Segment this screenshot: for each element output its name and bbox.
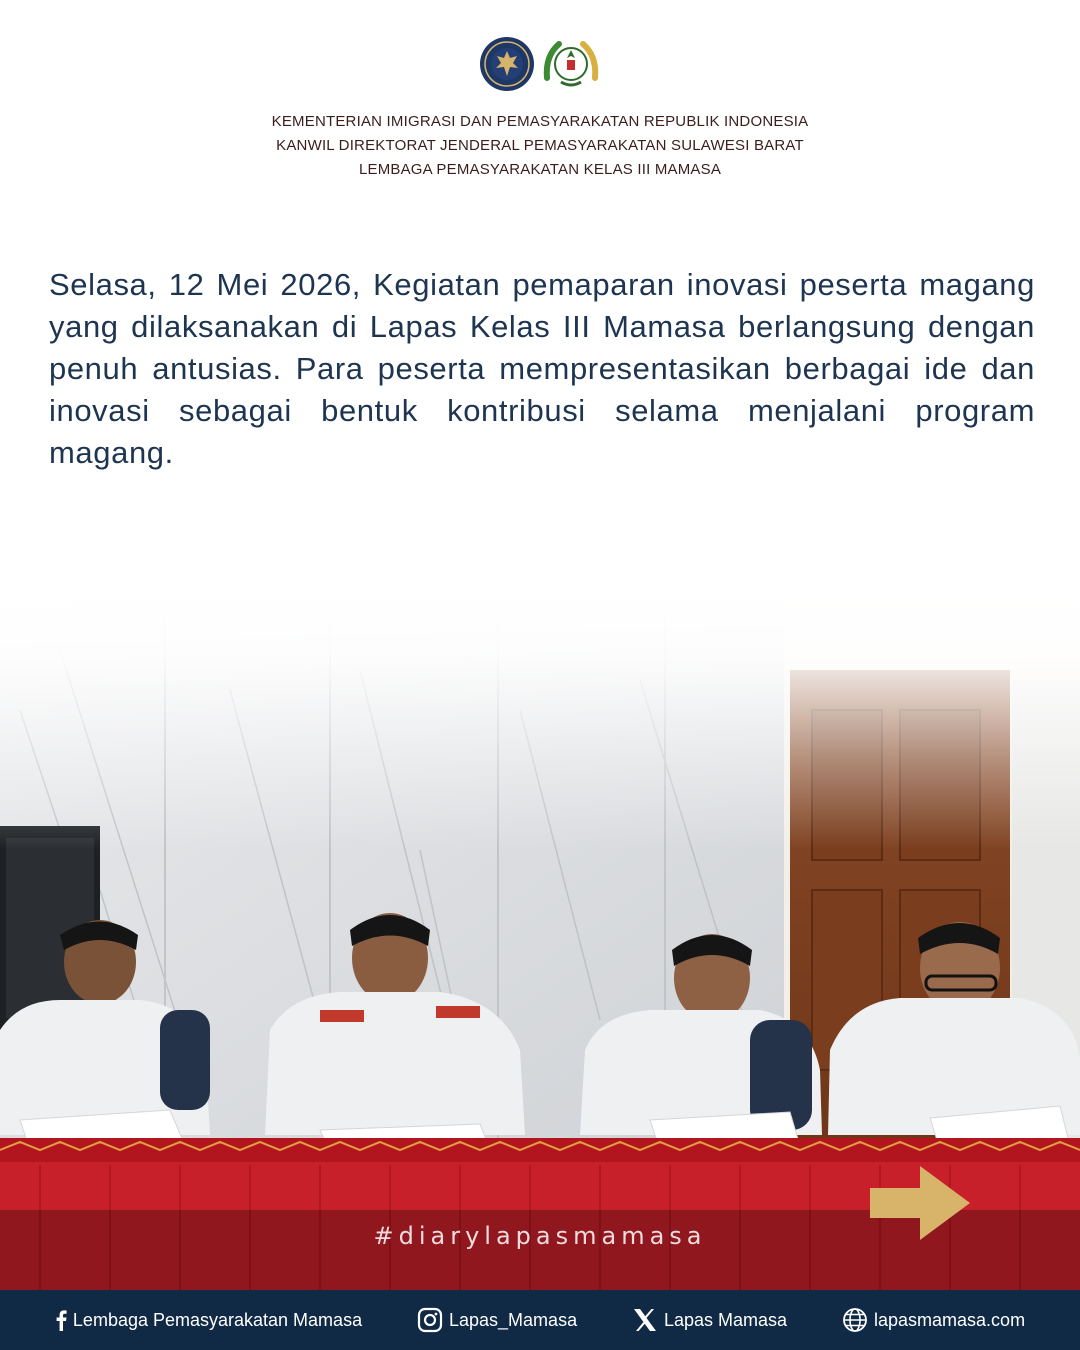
instagram-icon	[417, 1307, 443, 1333]
x-label: Lapas Mamasa	[664, 1309, 788, 1330]
x-logo-icon	[632, 1307, 658, 1333]
organization-header	[0, 110, 1080, 182]
social-footer	[0, 1290, 1080, 1350]
website-label: lapasmamasa.com	[874, 1309, 1026, 1330]
article-text: Selasa, 12 Mei 2026, Kegiatan pemaparan inovasi peserta magang yang dilaksanakan di Lapas Kelas III Mamasa berlangsung dengan penuh antusias. Para peserta mempresentasikan berbagai ide dan inovasi sebagai bentuk kontribusi selama menjalani program magang.	[49, 267, 1035, 470]
facebook-icon	[55, 1309, 67, 1331]
footer-x[interactable]	[632, 1307, 787, 1333]
org-line-ministry: KEMENTERIAN IMIGRASI DAN PEMASYARAKATAN REPUBLIK INDONESIA	[271, 113, 809, 130]
footer-instagram[interactable]	[417, 1307, 577, 1333]
globe-icon	[842, 1307, 868, 1333]
hashtag-label: #diarylapasmamasa	[373, 1222, 707, 1250]
footer-facebook[interactable]	[55, 1309, 362, 1331]
facebook-label: Lembaga Pemasyarakatan Mamasa	[72, 1309, 363, 1330]
org-line-lapas: LEMBAGA PEMASYARAKATAN KELAS III MAMASA	[358, 161, 722, 178]
pemasyarakatan-emblem-icon	[541, 36, 601, 92]
header-logos	[0, 36, 1080, 92]
org-line-kanwil: KANWIL DIREKTORAT JENDERAL PEMASYARAKATAN SULAWESI BARAT	[276, 137, 804, 154]
photo-top-fade	[0, 590, 1080, 850]
ministry-emblem-icon	[479, 36, 535, 92]
arrow-right-icon[interactable]	[870, 1166, 970, 1240]
footer-website[interactable]	[842, 1307, 1025, 1333]
instagram-label: Lapas_Mamasa	[449, 1309, 578, 1330]
